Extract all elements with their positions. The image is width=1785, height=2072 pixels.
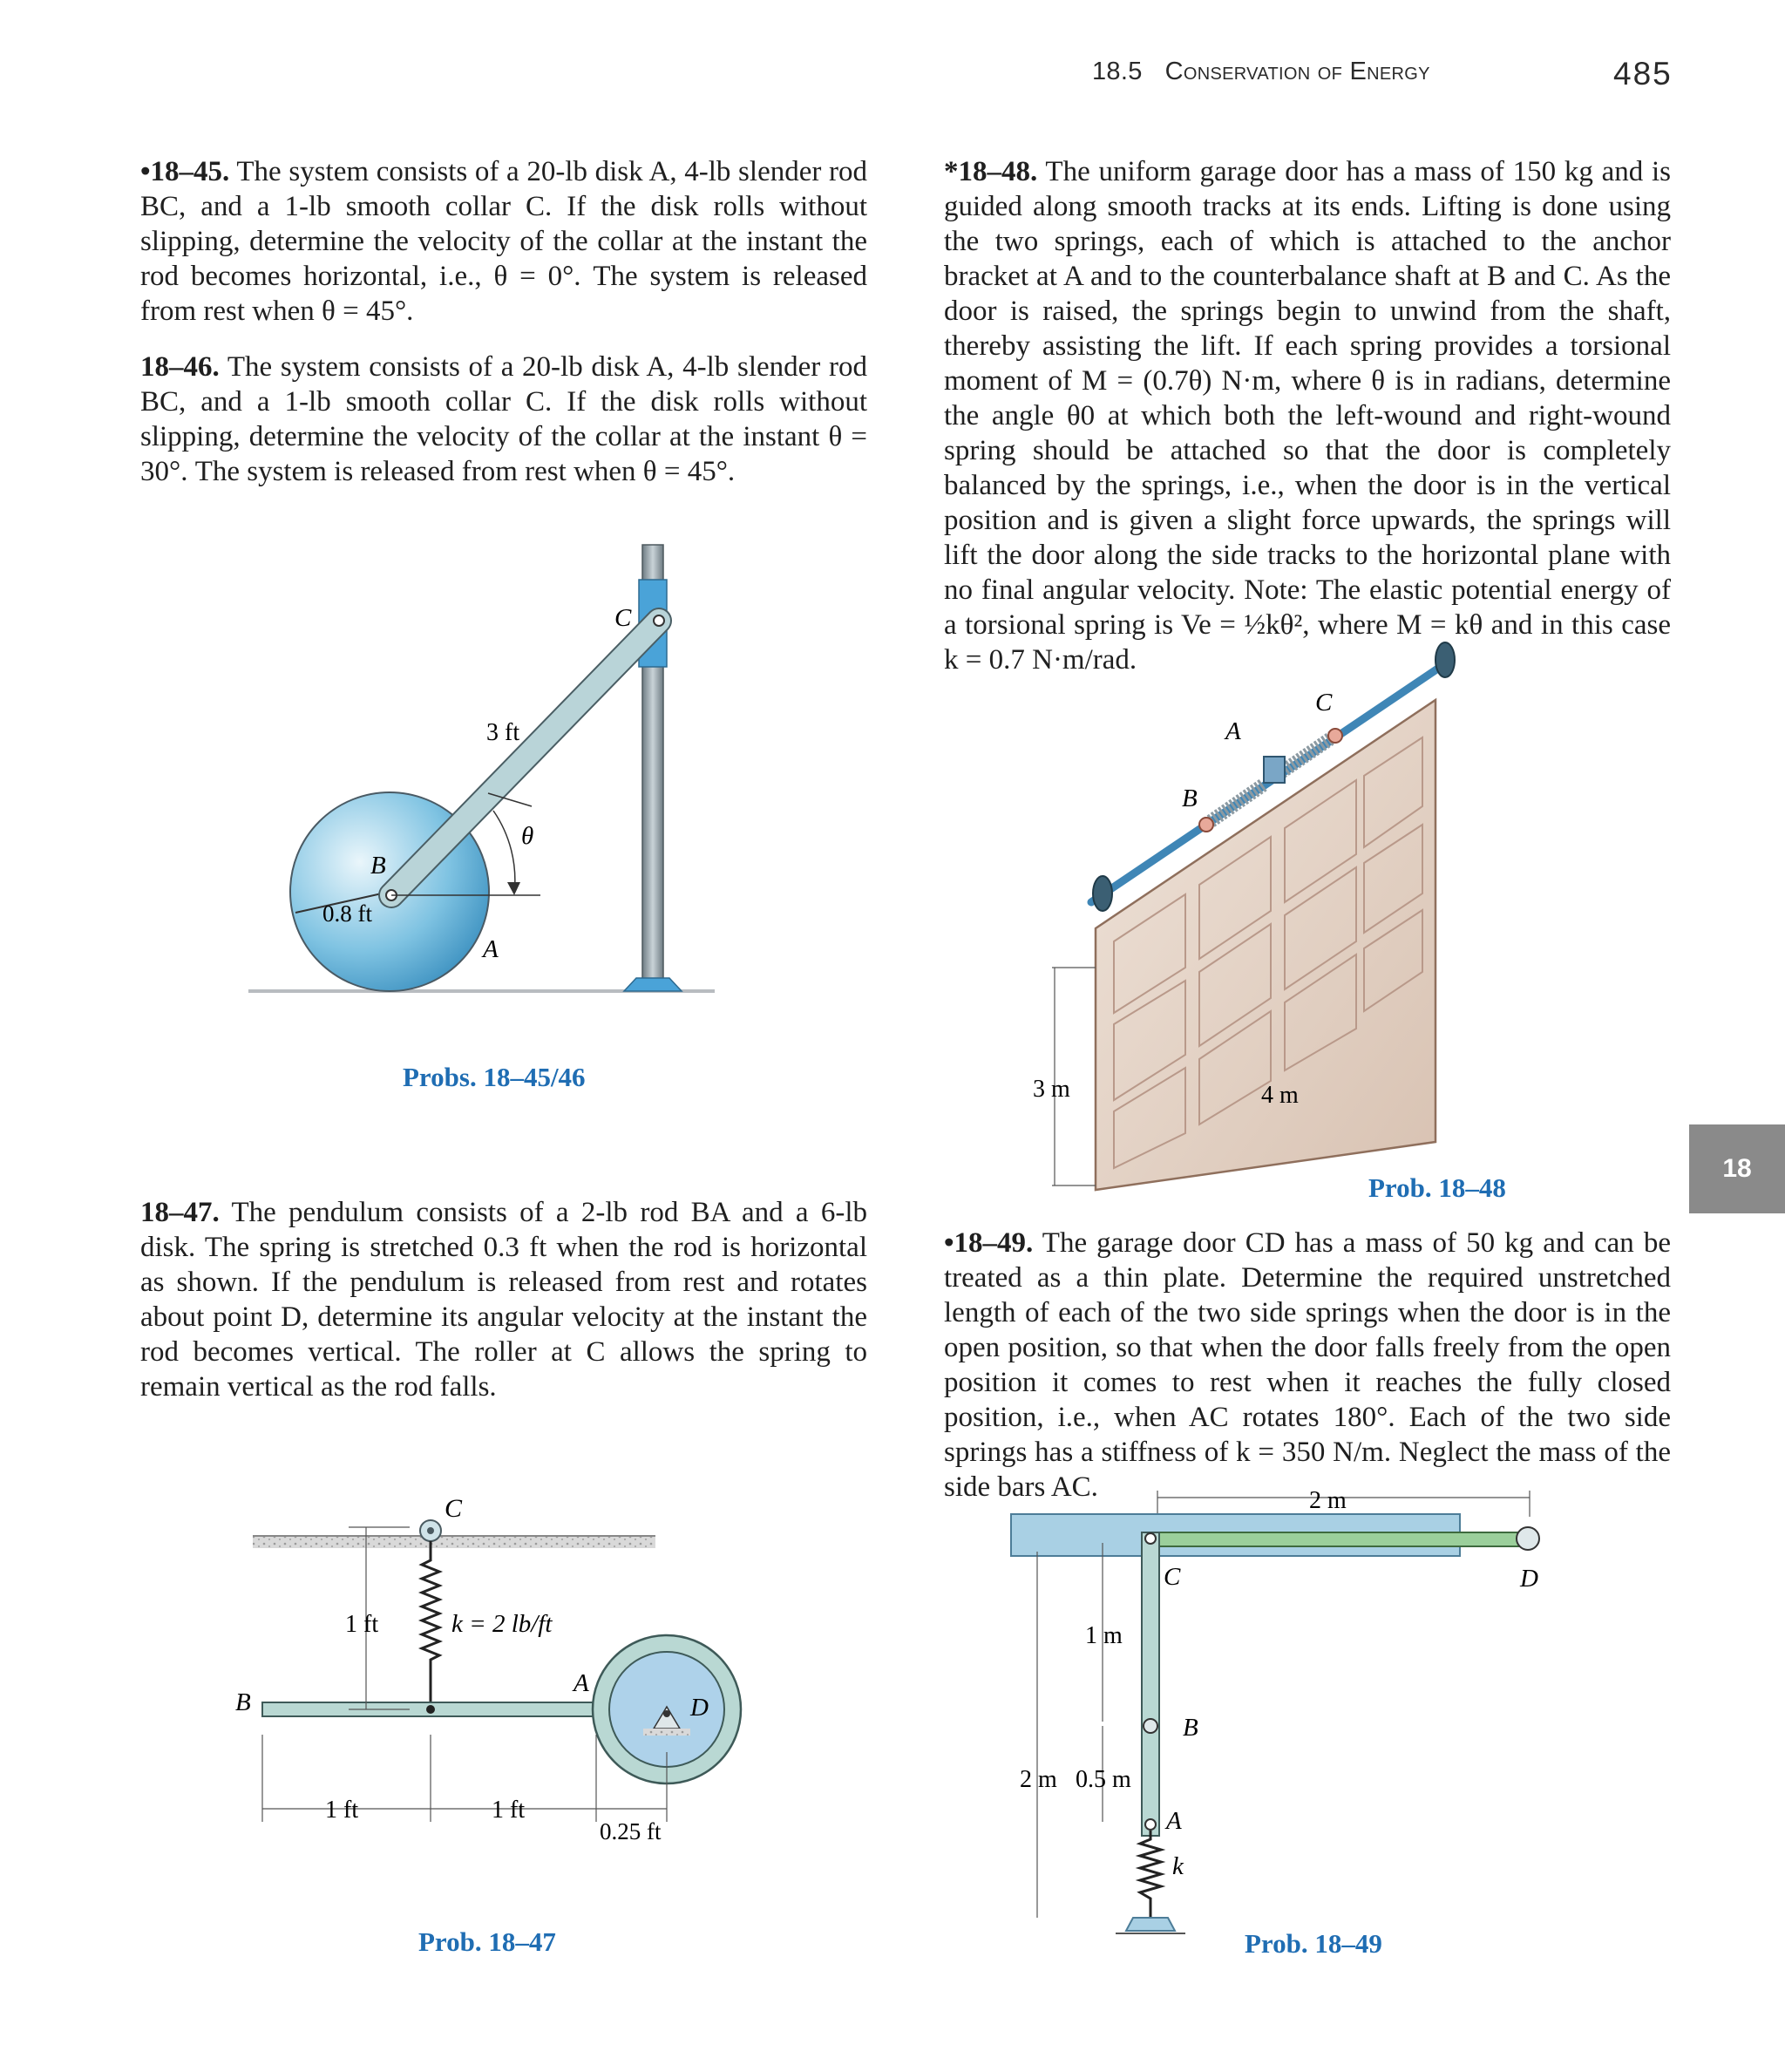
problem-text: The pendulum consists of a 2-lb rod BA and a 6-lb disk. The spring is stretched 0.3 ft when the rod is horizontal as shown. If the pendulum is released from rest and rotates about point D, determine its angular velocity at the instant the rod becomes vertical. The roller at C allows the spring to remain vertical as the rod falls.: [140, 1197, 867, 1403]
label-b: B: [370, 852, 386, 880]
label-theta: θ: [521, 822, 534, 850]
caption-18-45-46: Probs. 18–45/46: [403, 1062, 586, 1092]
post-base: [624, 978, 682, 991]
pin-d: [1517, 1527, 1539, 1550]
label-a: A: [483, 935, 499, 963]
cone-c: [1328, 729, 1342, 743]
figure-18-49: [1007, 1482, 1538, 1953]
label-dim-1: 1 ft: [325, 1797, 359, 1824]
label-height: 3 m: [1033, 1076, 1070, 1103]
caption-18-48: Prob. 18–48: [1368, 1172, 1506, 1203]
label-height: 2 m: [1020, 1766, 1057, 1793]
label-a: A: [1225, 717, 1241, 745]
section-number: 18.5: [1092, 58, 1143, 85]
problem-18-45: [140, 154, 867, 329]
figure-18-45-46: [235, 523, 723, 1011]
spring-support: [1126, 1918, 1175, 1931]
label-c: C: [445, 1494, 463, 1523]
problem-18-46: [140, 350, 867, 489]
section-title: Conservation of Energy: [1164, 58, 1430, 85]
caption-18-47: Prob. 18–47: [418, 1926, 556, 1957]
label-width: 2 m: [1309, 1487, 1347, 1514]
page-number: 485: [1613, 56, 1673, 92]
label-a: A: [574, 1669, 589, 1697]
problem-text: The system consists of a 20-lb disk A, 4-lb slender rod BC, and a 1-lb smooth collar C. If the disk rolls without slipping, determine the velocity of the collar at the instant the rod becomes horizontal, i.e., θ = 0°. The system is released from rest when θ = 45°.: [140, 156, 868, 327]
label-dim-2: 1 ft: [492, 1797, 526, 1824]
label-b: B: [1183, 1714, 1198, 1742]
figure-18-48: [1020, 628, 1473, 1194]
theta-arc: [493, 811, 515, 893]
pin-a: [1145, 1819, 1156, 1830]
pin-b: [1144, 1719, 1157, 1733]
problem-18-47: [140, 1195, 867, 1404]
problem-label: •18–45.: [140, 156, 230, 187]
right-spring: [1281, 737, 1334, 772]
caption-18-49: Prob. 18–49: [1245, 1928, 1382, 1959]
label-d: D: [690, 1694, 709, 1722]
problem-label: *18–48.: [944, 156, 1038, 187]
spring-k: [1140, 1831, 1161, 1918]
label-radius: 0.25 ft: [600, 1818, 662, 1844]
chapter-tab: 18: [1689, 1124, 1785, 1213]
label-k: k: [1172, 1852, 1184, 1880]
problem-label: 18–47.: [140, 1197, 220, 1228]
anchor-bracket-a: [1264, 757, 1285, 783]
label-b: B: [1182, 785, 1198, 812]
spring-k: [422, 1541, 439, 1707]
left-drum: [1093, 876, 1112, 911]
label-vertical-dim: 1 ft: [345, 1611, 379, 1638]
theta-arrow: [507, 882, 520, 895]
problem-18-48: [944, 154, 1671, 677]
problem-text: The garage door CD has a mass of 50 kg and can be treated as a thin plate. Determine the required unstretched length of each of the two side springs when the door is in the open position, so that when the door falls freely from the open position it comes to rest when it reaches the fully closed position, i.e., when AC rotates 180°. Each of the two side springs has a stiffness of k = 350 N/m. Neglect the mass of the side bars AC.: [944, 1227, 1671, 1503]
label-radius: 0.8 ft: [322, 900, 372, 927]
label-a: A: [1166, 1807, 1182, 1835]
door-cd: [1157, 1532, 1528, 1546]
label-k: k = 2 lb/ft: [451, 1610, 553, 1638]
label-c: C: [1315, 689, 1333, 717]
label-b: B: [235, 1688, 251, 1716]
problem-text: The system consists of a 20-lb disk A, 4-lb slender rod BC, and a 1-lb smooth collar C. If the disk rolls without slipping, determine the velocity of the collar at the instant θ = 30°. The system is released from rest when θ = 45°.: [140, 351, 867, 487]
pin-c: [1145, 1533, 1156, 1544]
problem-text: The uniform garage door has a mass of 150 kg and is guided along smooth tracks at its ends. Lifting is done using the two springs, each of which is attached to the anchor bracket at A and to the counterbalance shaft at B and C. As the door is raised, the springs begin to unwind from the shaft, thereby assisting the lift. If each spring provides a torsional moment of M = (0.7θ) N·m, where θ is in radians, determine the angle θ0 at which both the left-wound and right-wound spring should be attached so that the door is completely balanced by the springs, i.e., when the door is in the vertical position and is given a slight force upwards, the springs will lift the door along the side tracks to the horizontal plane with no final angular velocity. Note: The elastic potential energy of a torsional spring is Ve = ½kθ², where M = kθ and in this case k = 0.7 N·m/rad.: [944, 156, 1671, 676]
figure-18-47: [227, 1482, 767, 1844]
label-1m: 1 m: [1085, 1622, 1123, 1649]
problem-label: •18–49.: [944, 1227, 1034, 1259]
label-d: D: [1520, 1565, 1538, 1593]
cone-b: [1199, 818, 1213, 832]
right-drum: [1435, 642, 1455, 677]
label-0-5m: 0.5 m: [1076, 1766, 1131, 1793]
label-c: C: [614, 604, 632, 632]
label-rod-length: 3 ft: [486, 719, 520, 746]
rod-bc: [386, 615, 664, 900]
label-width: 4 m: [1261, 1082, 1299, 1109]
problem-label: 18–46.: [140, 351, 220, 383]
label-c: C: [1164, 1563, 1181, 1591]
ceiling-gravel: [253, 1536, 655, 1548]
running-header: [1092, 58, 1430, 86]
side-bar-ac: [1142, 1532, 1159, 1836]
problem-18-49: [944, 1226, 1671, 1505]
